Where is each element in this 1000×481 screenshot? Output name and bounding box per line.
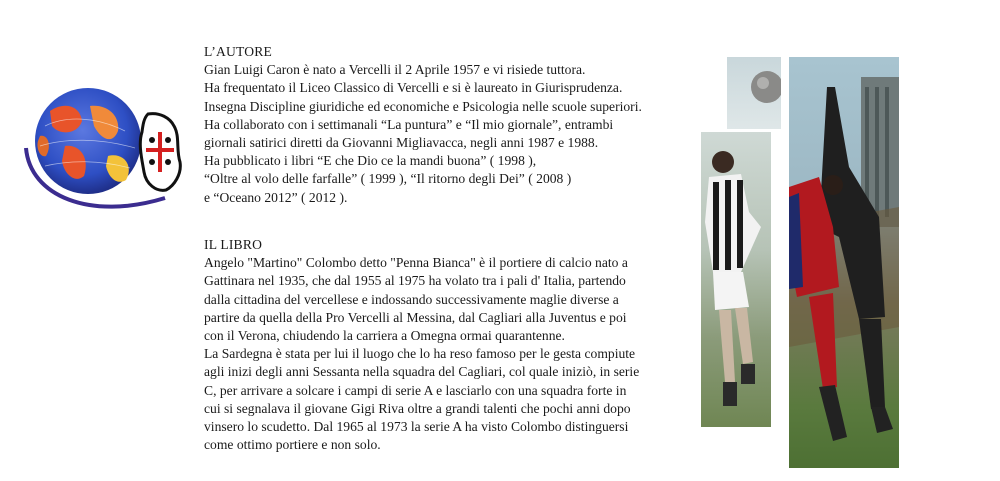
author-line: giornali satirici diretti da Giovanni Migliavacca, negli anni 1987 e 1988. bbox=[204, 135, 599, 151]
author-line: Ha frequentato il Liceo Classico di Vercelli e si è laureato in Giurisprudenza. bbox=[204, 80, 623, 96]
author-heading: L’AUTORE bbox=[204, 44, 273, 59]
sardinia-flag-icon bbox=[140, 114, 180, 191]
author-line: “Oltre al volo delle farfalle” ( 1999 ), “Il ritorno degli Dei” ( 2008 ) bbox=[204, 171, 572, 187]
book-line: Angelo "Martino" Colombo detto "Penna Bianca" è il portiere di calcio nato a bbox=[204, 255, 628, 271]
book-line: agli inizi degli anni Sessanta nella squadra del Cagliari, col quale iniziò, in serie bbox=[204, 364, 640, 380]
book-line: partire da quella della Pro Vercelli al Messina, dal Cagliari alla Juventus e poi bbox=[204, 309, 627, 325]
author-line: Insegna Discipline giuridiche ed economiche e Psicologia nelle scuole superiori. bbox=[204, 98, 642, 114]
book-line: cui si segnalava il giovane Gigi Riva oltre a grandi talenti che pochi anni dopo bbox=[204, 400, 631, 416]
photo-ball-strip bbox=[727, 57, 781, 129]
photo-player-strip bbox=[701, 132, 771, 427]
publisher-logo bbox=[20, 86, 195, 226]
photo-goalkeeper-strip bbox=[789, 57, 899, 468]
book-line: La Sardegna è stata per lui il luogo che lo ha reso famoso per le gesta compiute bbox=[204, 346, 636, 362]
book-line: C, per arrivare a solcare i campi di serie A e lasciarlo con una squadra forte in bbox=[204, 382, 627, 398]
author-line: Gian Luigi Caron è nato a Vercelli il 2 Aprile 1957 e vi risiede tuttora. bbox=[204, 62, 586, 78]
author-line: e “Oceano 2012” ( 2012 ). bbox=[204, 189, 348, 205]
book-line: vinsero lo scudetto. Dal 1965 al 1973 la serie A ha visto Colombo distinguersi bbox=[204, 419, 629, 435]
book-line: Gattinara nel 1935, che dal 1955 al 1975 ha volato tra i pali d' Italia, partendo bbox=[204, 273, 626, 289]
author-section bbox=[204, 43, 694, 207]
author-line: Ha pubblicato i libri “E che Dio ce la mandi buona” ( 1998 ), bbox=[204, 153, 537, 169]
book-line: con il Verona, chiudendo la carriera a Omegna ormai quarantenne. bbox=[204, 328, 565, 344]
book-section bbox=[204, 236, 694, 454]
book-heading: IL LIBRO bbox=[204, 237, 263, 252]
globe-logo-icon bbox=[20, 86, 195, 226]
author-line: Ha collaborato con i settimanali “La puntura” e “Il mio giornale”, entrambi bbox=[204, 116, 614, 132]
book-line: dalla cittadina del vercellese e indossando successivamente maglie diverse a bbox=[204, 291, 619, 307]
book-line: come ottimo portiere e non solo. bbox=[204, 437, 381, 453]
